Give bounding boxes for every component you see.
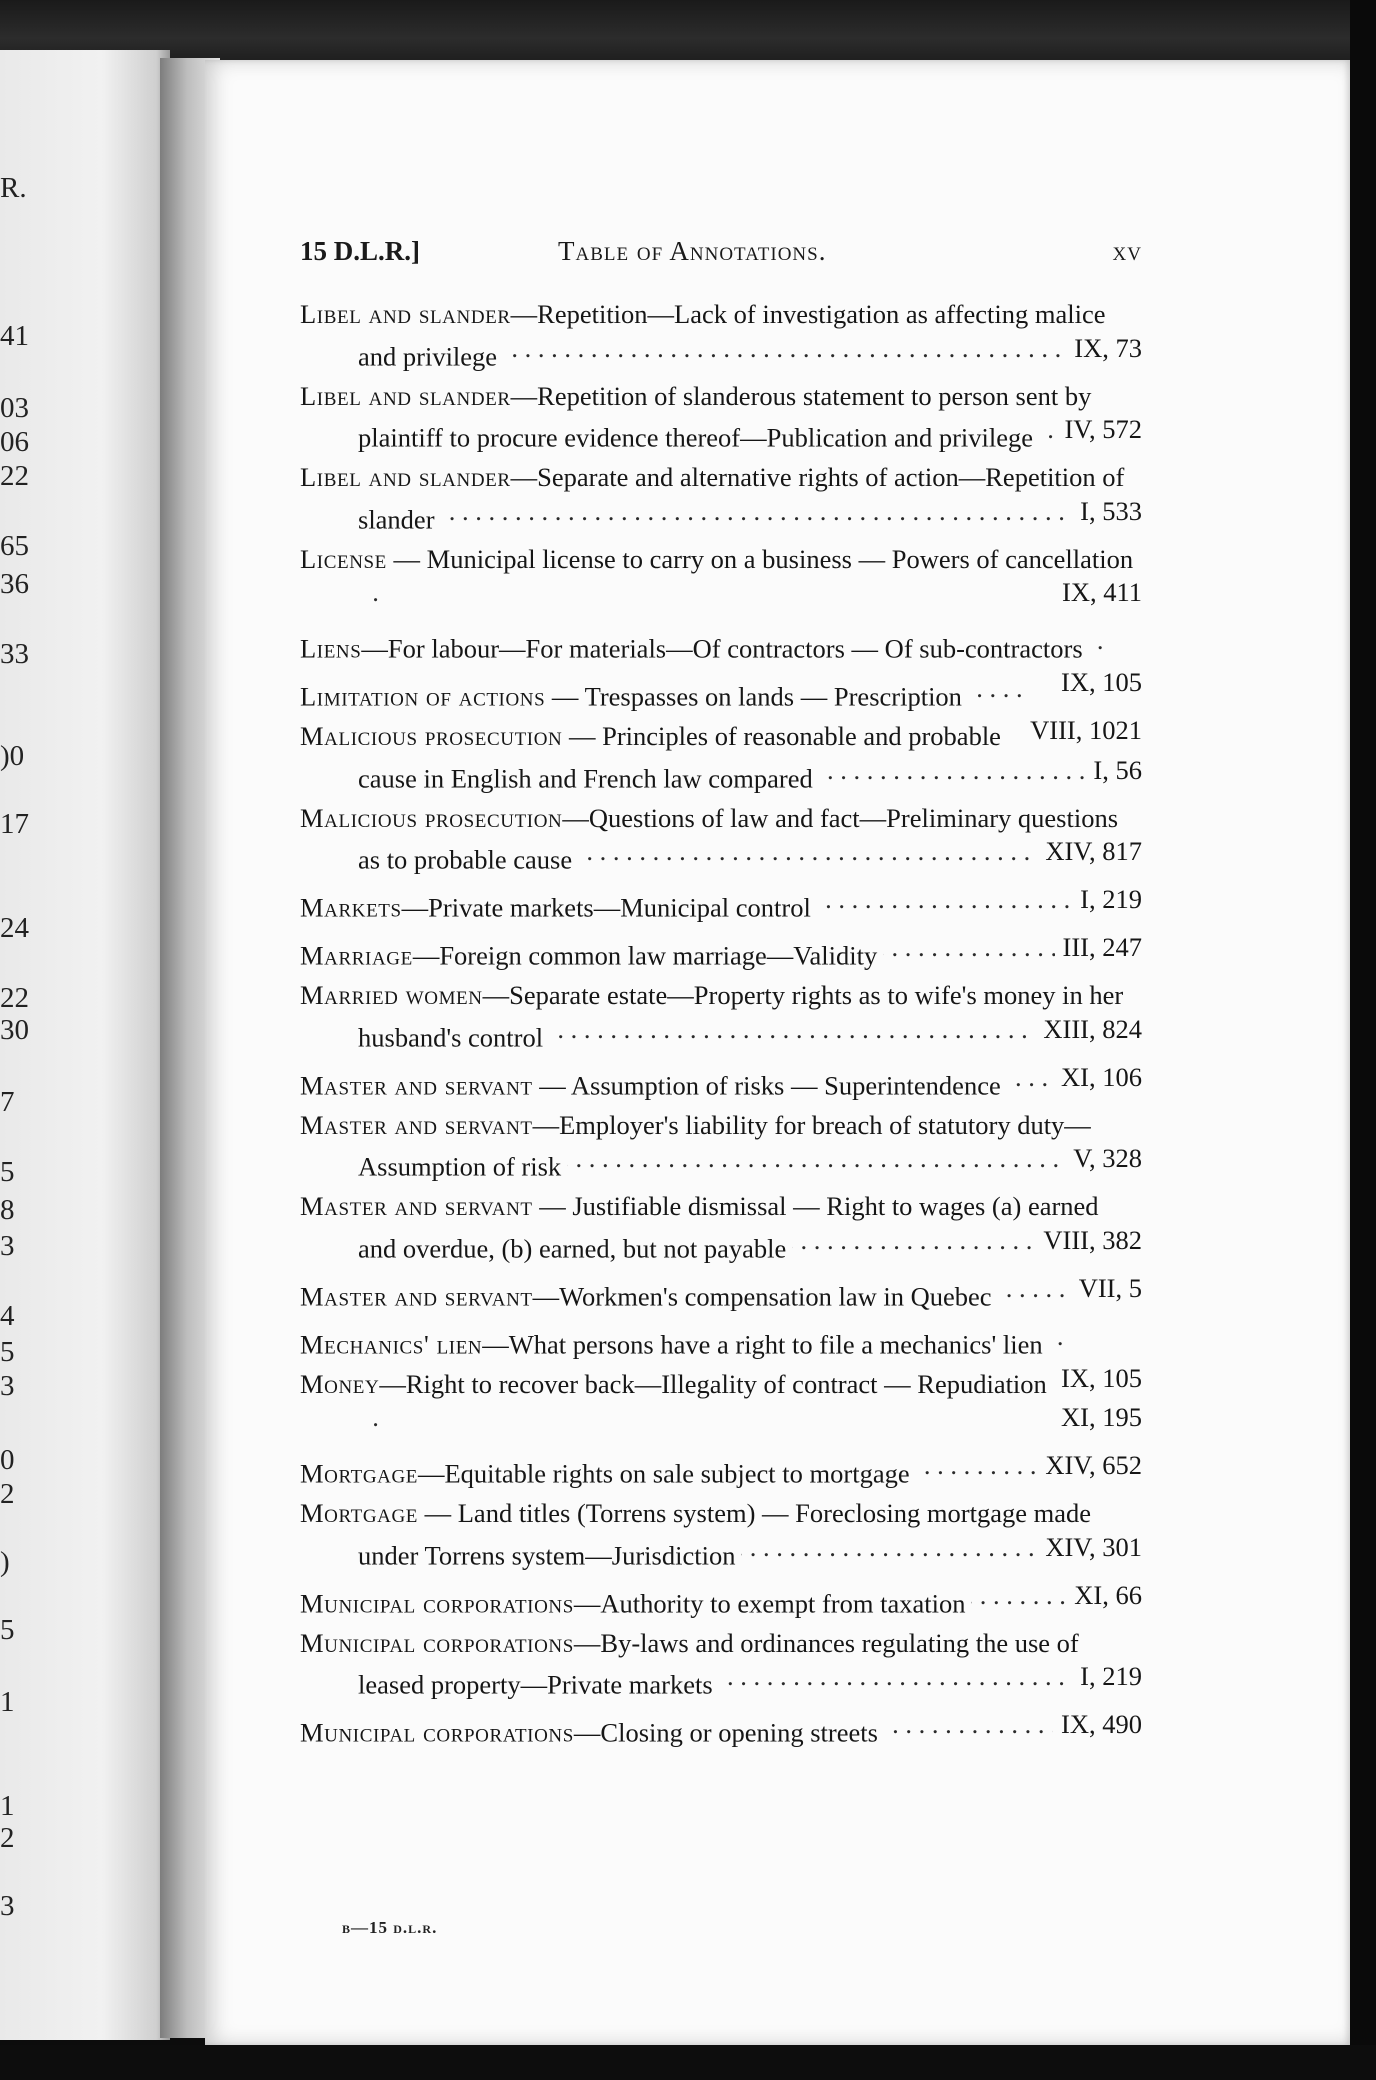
entry-text	[300, 381, 1091, 453]
facing-page-fragment: 22	[0, 982, 29, 1014]
entry-text	[300, 1588, 965, 1618]
annotation-entry	[300, 1627, 1142, 1703]
volume-page-reference: XI, 106	[1061, 1061, 1142, 1092]
volume-page-reference: VIII, 1021	[1030, 715, 1142, 745]
annotation-entry	[300, 543, 1142, 619]
annotation-entry	[300, 979, 1142, 1055]
entry-term: Master and servant	[300, 1070, 533, 1100]
leader-dots	[441, 495, 1073, 529]
entry-description: —For labour—For materials—Of contractors — Of sub-contractors	[361, 633, 1083, 664]
annotation-entry	[300, 883, 1142, 925]
volume-page-reference: I, 533	[1080, 495, 1142, 526]
entry-description: —Equitable rights on sale subject to mortgage	[418, 1458, 910, 1489]
entry-text	[300, 1369, 1047, 1399]
entry-body	[300, 1190, 1142, 1266]
entry-description: —What persons have a right to file a mechanics' lien	[482, 1329, 1043, 1359]
entry-description: —Authority to exempt from taxation	[573, 1588, 966, 1618]
annotation-entry	[300, 1368, 1142, 1444]
entry-term: Mortgage	[300, 1498, 418, 1528]
facing-page-fragment: 5	[0, 1156, 15, 1188]
annotation-entry	[300, 802, 1142, 878]
leader-dots	[364, 576, 384, 610]
entry-description: —Workmen's compensation law in Quebec	[532, 1281, 992, 1311]
facing-page-fragment: 17	[0, 808, 29, 840]
leader-dots	[1007, 1061, 1053, 1095]
volume-page-reference: VIII, 382	[1043, 1224, 1142, 1255]
entry-term: License	[300, 543, 387, 574]
annotation-entry	[300, 1272, 1142, 1314]
facing-page-fragment: 4	[0, 1300, 15, 1332]
entry-term: Liens	[300, 633, 362, 664]
leader-dots	[998, 1272, 1071, 1306]
facing-page-fragment: 3	[0, 1370, 15, 1402]
entry-description: —Separate estate—Property rights as to wife's money in her husband's control	[358, 980, 1124, 1052]
entry-description: —Questions of law and fact—Preliminary questions as to probable cause	[358, 802, 1119, 875]
leader-dots	[741, 1531, 1037, 1565]
scan-top-edge	[0, 0, 1376, 64]
facing-page-fragment: 1	[0, 1790, 15, 1822]
entry-term: Malicious prosecution	[300, 802, 563, 833]
leader-dots	[578, 835, 1037, 869]
entry-description: —Foreign common law marriage—Validity	[412, 940, 878, 971]
entry-description: —By-laws and ordinances regulating the use of leased property—Private markets	[358, 1627, 1079, 1700]
entry-term: Married women	[300, 980, 483, 1010]
entry-body	[300, 543, 1142, 619]
entry-description: —Employer's liability for breach of statutory duty—Assumption of risk	[358, 1109, 1091, 1182]
volume-label: 15 D.L.R.]	[300, 236, 420, 266]
volume-page-reference: IX, 105	[1061, 667, 1142, 697]
volume-page-reference: VII, 5	[1078, 1272, 1142, 1303]
annotation-entry	[300, 298, 1142, 374]
volume-page-reference: I, 219	[1080, 1661, 1142, 1691]
facing-page	[0, 50, 170, 2040]
entry-text	[300, 1281, 992, 1311]
volume-page-reference: XI, 66	[1074, 1579, 1142, 1610]
annotation-entry	[300, 720, 1142, 796]
entry-description: —Repetition of slanderous statement to person sent by plaintiff to procure evidence thereof—Publication and privilege	[358, 380, 1092, 453]
facing-page-fragment: 5	[0, 1336, 15, 1368]
entry-term: Libel and slander	[300, 380, 511, 411]
volume-page-reference: III, 247	[1062, 932, 1142, 962]
leader-dots	[503, 332, 1066, 366]
entry-text	[300, 893, 811, 923]
facing-page-fragment: )0	[0, 740, 25, 772]
facing-page-fragment: 3	[0, 1230, 15, 1262]
entry-text	[300, 1070, 1001, 1100]
annotation-entry	[300, 931, 1142, 973]
volume-page-reference: XIV, 817	[1045, 836, 1142, 866]
leader-dots	[567, 1142, 1065, 1176]
leader-dots	[971, 1579, 1066, 1613]
entry-description: —Right to recover back—Illegality of contract — Repudiation	[379, 1368, 1047, 1399]
facing-page-fragment: 65	[0, 530, 29, 562]
entry-description: —Repetition—Lack of investigation as affecting malice and privilege	[358, 299, 1106, 371]
entry-body	[300, 1109, 1142, 1185]
entry-text	[300, 682, 962, 712]
facing-page-fragment: 22	[0, 460, 29, 492]
entry-description: — Principles of reasonable and probable cause in English and French law compared	[358, 721, 1001, 793]
entry-description: —Separate and alternative rights of action—Repetition of slander	[358, 462, 1125, 534]
entry-body	[300, 1627, 1142, 1703]
facing-page-fragment: 8	[0, 1194, 15, 1226]
annotation-entry	[300, 1708, 1142, 1750]
facing-page-fragment: 41	[0, 320, 29, 352]
facing-page-fragment: 7	[0, 1086, 15, 1118]
leader-dots	[884, 1708, 1053, 1742]
page-title: Table of Annotations.	[558, 236, 827, 266]
entry-body	[300, 1579, 1142, 1621]
volume-page-reference: IX, 105	[1061, 1362, 1142, 1393]
annotation-entry	[300, 1449, 1142, 1491]
leader-dots	[792, 1224, 1035, 1258]
entry-body	[300, 931, 1142, 973]
entry-term: Malicious prosecution	[300, 721, 563, 751]
facing-page-fragment: 1	[0, 1686, 15, 1718]
volume-page-reference: I, 56	[1093, 754, 1142, 785]
volume-page-reference: IX, 490	[1061, 1709, 1142, 1739]
leader-dots	[364, 1401, 384, 1435]
annotation-entry	[300, 380, 1142, 456]
volume-page-reference: V, 328	[1073, 1143, 1142, 1173]
entry-description: — Land titles (Torrens system) — Foreclosing mortgage made under Torrens system—Jurisdiction	[358, 1498, 1092, 1570]
entry-term: Libel and slander	[300, 299, 511, 329]
facing-page-fragment: 5	[0, 1614, 15, 1646]
entry-term: Municipal corporations	[300, 1588, 574, 1618]
facing-page-fragment: 2	[0, 1478, 15, 1510]
entry-term: Master and servant	[300, 1191, 533, 1221]
entry-body	[300, 461, 1142, 537]
annotation-entry	[300, 1109, 1142, 1185]
entry-body	[300, 720, 1142, 796]
facing-page-fragment: 30	[0, 1014, 29, 1046]
entry-text	[300, 634, 1083, 664]
leader-dots	[1089, 624, 1109, 658]
leader-dots	[968, 672, 1022, 706]
entry-body	[300, 1497, 1142, 1573]
entry-body	[300, 979, 1142, 1055]
volume-page-reference: IV, 572	[1064, 414, 1142, 444]
annotation-list	[300, 298, 1142, 1756]
volume-page-reference: XIV, 652	[1045, 1450, 1142, 1480]
entry-term: Money	[300, 1368, 380, 1399]
entry-description: —Private markets—Municipal control	[401, 892, 811, 923]
leader-dots	[819, 754, 1086, 788]
entry-description: — Justifiable dismissal — Right to wages (a) earned and overdue, (b) earned, but not payable	[358, 1191, 1099, 1263]
leader-dots	[817, 883, 1072, 917]
entry-term: Municipal corporations	[300, 1717, 574, 1748]
entry-body	[300, 1368, 1142, 1444]
entry-body	[300, 883, 1142, 925]
entry-term: Master and servant	[300, 1109, 533, 1140]
entry-term: Master and servant	[300, 1281, 533, 1311]
facing-page-fragment: 36	[0, 568, 29, 600]
facing-page-fragment: 0	[0, 1444, 15, 1476]
entry-text	[300, 1329, 1043, 1359]
facing-page-fragment: 3	[0, 1890, 15, 1922]
entry-text	[300, 1459, 910, 1489]
page-number: xv	[1112, 236, 1142, 266]
facing-page-fragment: 33	[0, 638, 29, 670]
entry-text	[300, 1718, 878, 1748]
volume-page-reference: XIII, 824	[1043, 1013, 1142, 1044]
leader-dots	[883, 931, 1054, 965]
annotation-entry	[300, 1190, 1142, 1266]
annotation-entry	[300, 1497, 1142, 1573]
facing-page-fragment: )	[0, 1546, 10, 1578]
facing-page-fragment: 24	[0, 912, 29, 944]
facing-page-fragment: 2	[0, 1822, 15, 1854]
entry-description: —Closing or opening streets	[573, 1717, 878, 1748]
entry-description: — Municipal license to carry on a business — Powers of cancellation	[386, 543, 1134, 574]
annotation-entry	[300, 461, 1142, 537]
entry-term: Municipal corporations	[300, 1627, 574, 1658]
volume-page-reference: XIV, 301	[1045, 1531, 1142, 1562]
leader-dots	[1049, 1320, 1069, 1354]
entry-body	[300, 380, 1142, 456]
leader-dots	[719, 1660, 1072, 1694]
entry-description: — Trespasses on lands — Prescription	[545, 681, 962, 712]
scan-bottom-edge	[0, 2045, 1376, 2080]
facing-page-fragment: R.	[0, 172, 27, 204]
annotation-entry	[300, 1061, 1142, 1103]
facing-page-fragment: 03	[0, 392, 29, 424]
entry-term: Markets	[300, 892, 402, 923]
leader-dots	[549, 1013, 1035, 1047]
entry-term: Limitation of actions	[300, 681, 546, 712]
entry-body	[300, 1708, 1142, 1750]
entry-text	[300, 544, 1133, 574]
facing-page-fragment: 06	[0, 426, 29, 458]
running-header	[300, 236, 1142, 276]
entry-body	[300, 1272, 1142, 1314]
leader-dots	[1039, 413, 1059, 447]
entry-term: Mechanics' lien	[300, 1329, 483, 1359]
entry-body	[300, 1449, 1142, 1491]
volume-page-reference: I, 219	[1080, 884, 1142, 914]
signature-mark: b—15 d.l.r.	[342, 1918, 438, 1937]
volume-page-reference: XI, 195	[1061, 1402, 1142, 1432]
entry-term: Libel and slander	[300, 462, 511, 492]
entry-term: Marriage	[300, 940, 413, 971]
entry-description: — Assumption of risks — Superintendence	[532, 1070, 1001, 1100]
leader-dots	[916, 1449, 1038, 1483]
entry-body	[300, 298, 1142, 374]
entry-body	[300, 1061, 1142, 1103]
volume-page-reference: IX, 73	[1074, 332, 1142, 363]
entry-text	[300, 941, 877, 971]
entry-body	[300, 802, 1142, 878]
annotation-entry	[300, 1579, 1142, 1621]
entry-term: Mortgage	[300, 1458, 418, 1489]
scan-right-edge	[1350, 0, 1376, 2080]
volume-page-reference: IX, 411	[1062, 577, 1142, 607]
